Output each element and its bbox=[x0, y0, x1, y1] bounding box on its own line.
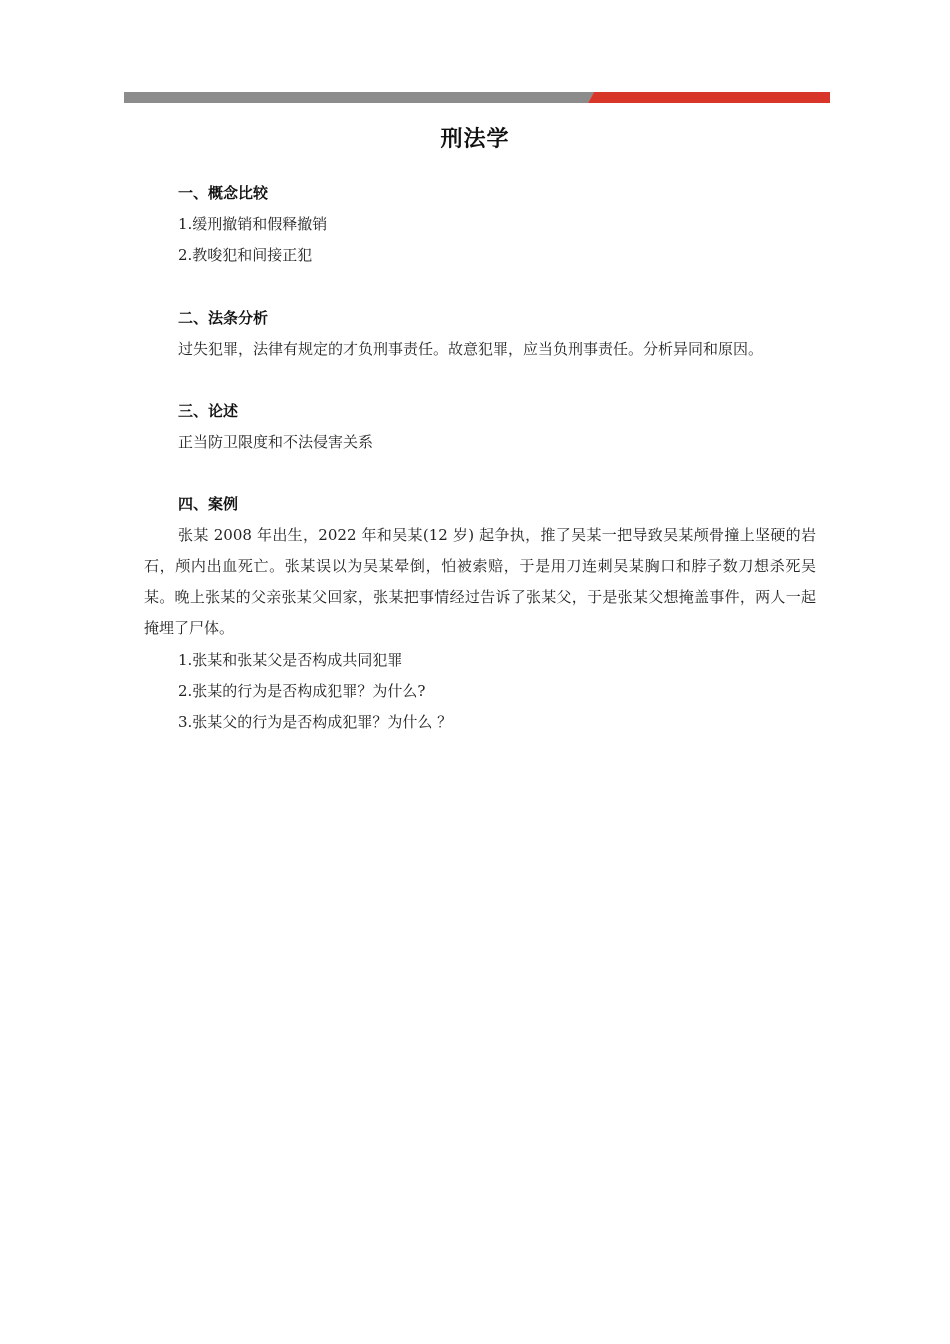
section-heading-essay: 三、论述 bbox=[178, 402, 239, 420]
list-item: 1.缓刑撤销和假释撤销 bbox=[178, 215, 328, 233]
header-rule-red bbox=[588, 92, 830, 103]
header-rule-gray bbox=[124, 92, 594, 103]
essay-topic: 正当防卫限度和不法侵害关系 bbox=[178, 433, 374, 451]
question-item: 1.张某和张某父是否构成共同犯罪 bbox=[178, 651, 403, 669]
case-paragraph: 张某 2008 年出生，2022 年和吴某(12 岁) 起争执，推了吴某一把导致吴某颅骨撞上坚硬的岩石，颅内出血死亡。张某误以为吴某晕倒，怕被索赔，于是用刀连刺吴某胸口和脖子数刀想杀死吴某。晚上张某的父亲张某父回家，张某把事情经过告诉了张某父，于是张某父想掩盖事件，两人一起掩埋了尸体。 bbox=[144, 526, 816, 637]
section-heading-case: 四、案例 bbox=[178, 495, 239, 513]
header-rule bbox=[124, 92, 830, 103]
question-item: 3.张某父的行为是否构成犯罪？为什么 ？ bbox=[178, 713, 453, 731]
section-heading-concepts: 一、概念比较 bbox=[178, 184, 269, 202]
page-title: 刑法学 bbox=[440, 127, 510, 152]
question-item: 2.张某的行为是否构成犯罪？为什么? bbox=[178, 682, 426, 700]
section-heading-statute: 二、法条分析 bbox=[178, 309, 269, 327]
statute-text: 过失犯罪，法律有规定的才负刑事责任。故意犯罪，应当负刑事责任。分析异同和原因。 bbox=[178, 340, 764, 358]
list-item: 2.教唆犯和间接正犯 bbox=[178, 246, 313, 264]
